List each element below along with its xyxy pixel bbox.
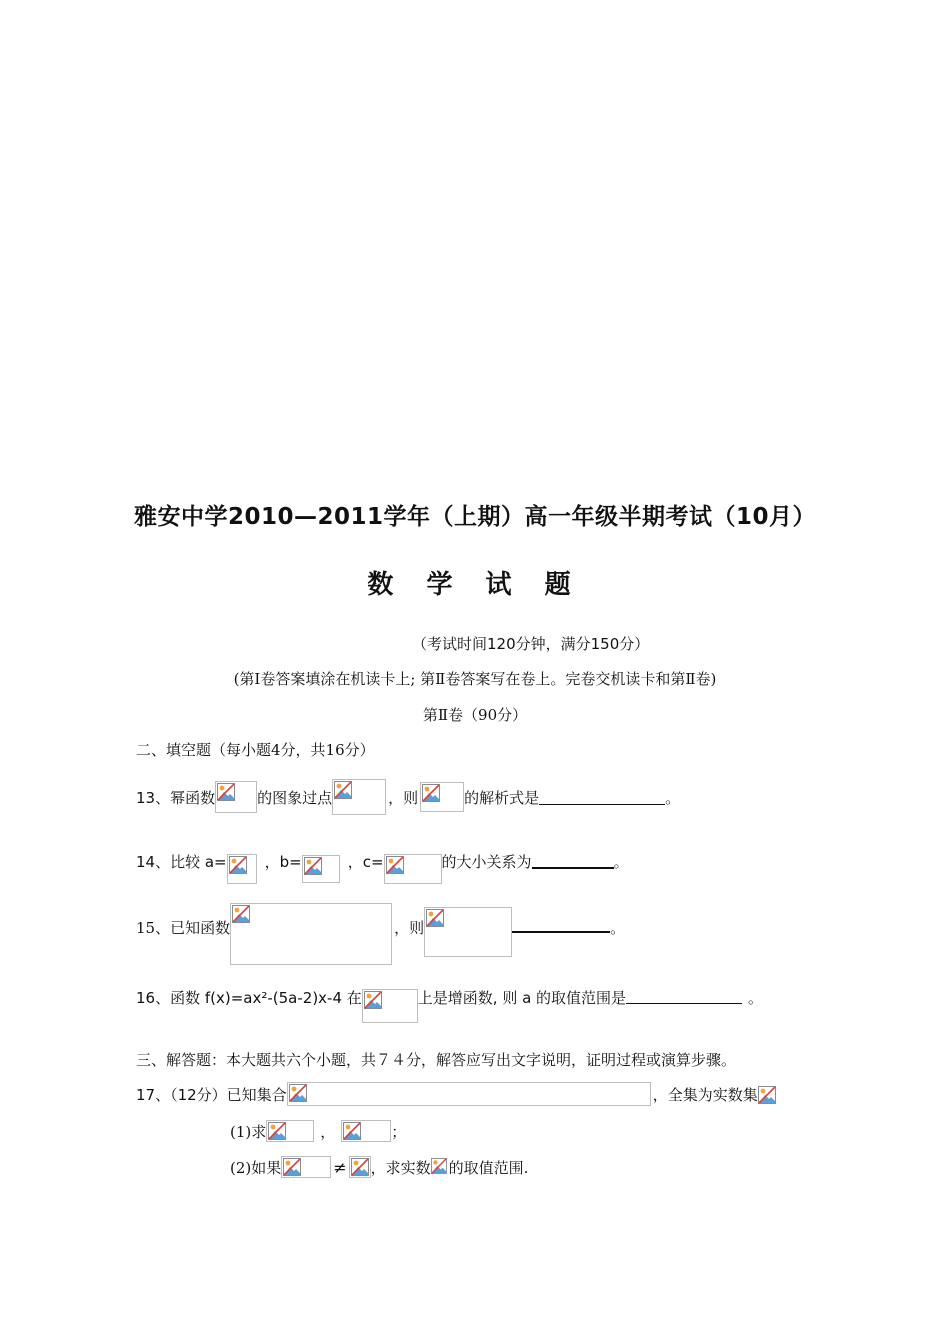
question-14 <box>136 838 629 884</box>
formula-image <box>349 1156 371 1178</box>
section-fill-heading: 二、填空题（每小题4分，共16分） <box>136 741 375 759</box>
question-15 <box>136 903 625 965</box>
q14-c: ，c= <box>347 852 384 871</box>
answer-blank <box>626 987 742 1004</box>
formula-image <box>215 781 257 813</box>
answer-blank <box>539 790 665 805</box>
formula-image <box>362 989 418 1023</box>
broken-image-icon <box>283 1158 301 1176</box>
broken-image-icon <box>758 1086 776 1104</box>
q17-p2-end: 的取值范围. <box>448 1158 529 1177</box>
section-answer-heading: 三、解答题：本大题共六个小题，共７４分，解答应写出文字说明，证明过程或演算步骤。 <box>136 1051 737 1069</box>
broken-image-icon <box>351 1158 369 1176</box>
formula-image <box>281 1156 331 1178</box>
broken-image-icon <box>343 1122 361 1140</box>
formula-image <box>287 1082 651 1106</box>
question-16 <box>136 987 763 1023</box>
instructions-note: (第Ⅰ卷答案填涂在机读卡上; 第Ⅱ卷答案写在卷上。完卷交机读卡和第Ⅱ卷) <box>233 670 717 688</box>
q16-suffix: 上是增函数, 则 a 的取值范围是 <box>417 989 627 1007</box>
formula-image <box>384 854 442 884</box>
q17-suffix: ，全集为实数集 <box>652 1085 758 1104</box>
formula-image <box>341 1120 391 1142</box>
broken-image-icon <box>268 1122 286 1140</box>
formula-image <box>302 855 340 883</box>
formula-image <box>420 782 464 812</box>
q14-prefix: 14、比较 a= <box>136 852 227 871</box>
q17-p2-prefix: (2)如果 <box>230 1158 282 1177</box>
question-17-part-1 <box>230 1120 406 1142</box>
exam-title: 雅安中学2010—2011学年（上期）高一年级半期考试（10月） <box>133 504 817 530</box>
broken-image-icon <box>289 1084 307 1102</box>
question-13 <box>136 779 680 815</box>
question-17 <box>136 1082 778 1106</box>
formula-image <box>424 907 512 957</box>
q15-end: 。 <box>610 919 626 937</box>
q13-end: 。 <box>665 788 681 807</box>
q17-prefix: 17、（12分）已知集合 <box>136 1085 287 1104</box>
formula-image <box>332 779 386 815</box>
broken-image-icon <box>386 856 404 874</box>
formula-image <box>431 1157 449 1177</box>
broken-image-icon <box>217 783 235 801</box>
q13-mid2: ，则 <box>388 788 419 807</box>
q14-end: 。 <box>613 852 629 871</box>
formula-image <box>227 854 257 884</box>
q13-mid1: 的图象过点 <box>257 788 333 807</box>
q17-p1-end: ； <box>391 1122 407 1141</box>
q16-prefix: 16、函数 f(x)=ax²-(5a-2)x-4 在 <box>136 989 362 1007</box>
q15-mid: ，则 <box>394 919 425 937</box>
q14-b: ，b= <box>264 852 302 871</box>
q17-p2-mid: ，求实数 <box>370 1158 431 1177</box>
time-note: （考试时间120分钟，满分150分） <box>412 635 650 653</box>
answer-blank <box>512 917 610 933</box>
broken-image-icon <box>431 1158 447 1174</box>
formula-image <box>230 903 392 965</box>
broken-image-icon <box>229 856 247 874</box>
exam-subtitle: 数 学 试 题 <box>367 570 583 600</box>
formula-image <box>266 1120 314 1142</box>
volume-label: 第Ⅱ卷（90分） <box>422 706 528 724</box>
not-equal-symbol: ≠ <box>333 1157 347 1177</box>
broken-image-icon <box>232 905 250 923</box>
q17-p1-comma: ， <box>320 1122 336 1141</box>
q16-end: 。 <box>748 989 764 1007</box>
answer-blank <box>532 853 614 869</box>
q13-suffix: 的解析式是 <box>464 788 540 807</box>
broken-image-icon <box>364 991 382 1009</box>
formula-image <box>758 1084 778 1104</box>
q15-prefix: 15、已知函数 <box>136 919 231 937</box>
broken-image-icon <box>334 781 352 799</box>
q17-p1-prefix: (1)求 <box>230 1122 267 1141</box>
q13-prefix: 13、幂函数 <box>136 788 216 807</box>
broken-image-icon <box>422 784 440 802</box>
q14-suffix: 的大小关系为 <box>441 852 532 871</box>
broken-image-icon <box>304 857 322 875</box>
question-17-part-2 <box>230 1156 528 1178</box>
broken-image-icon <box>426 909 444 927</box>
